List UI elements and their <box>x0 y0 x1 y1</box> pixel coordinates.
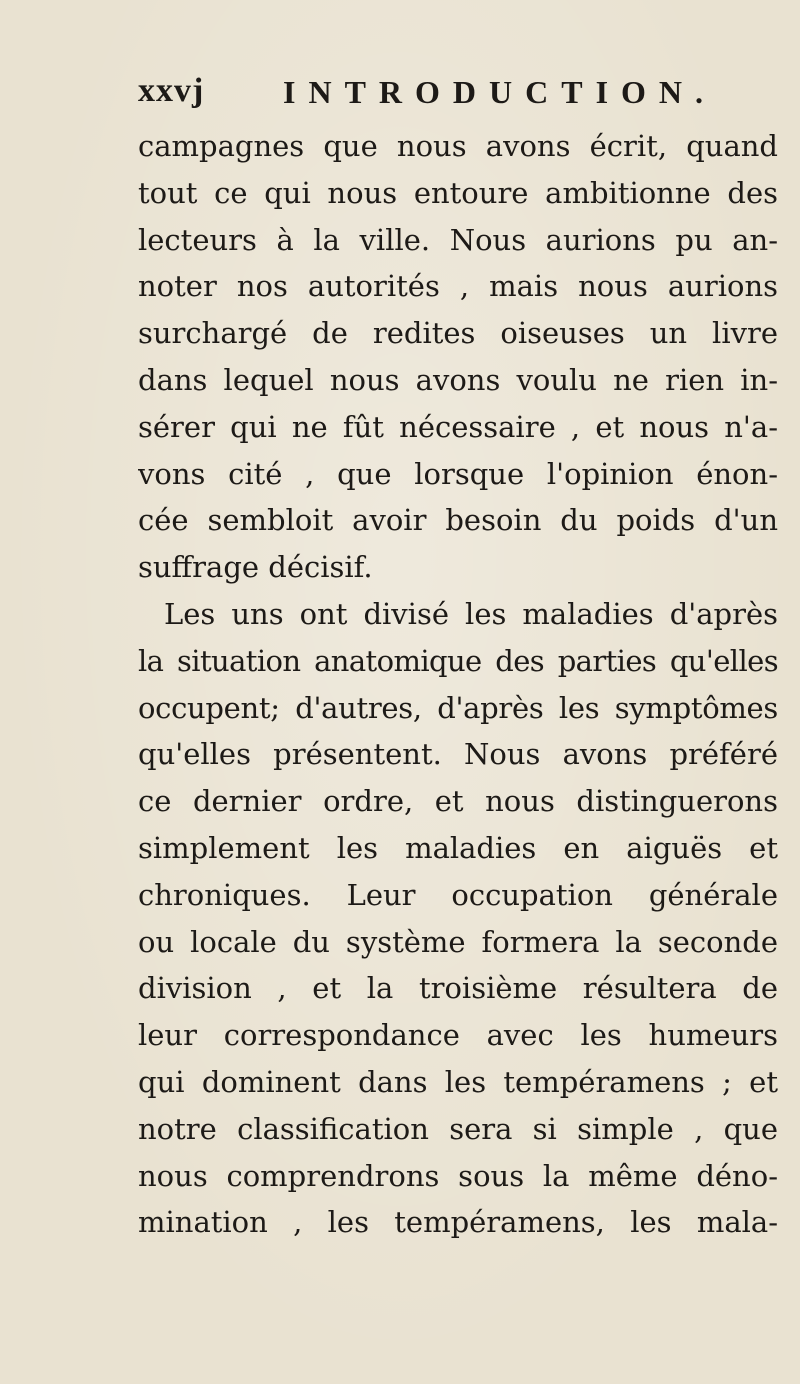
text-line: chroniques. Leur occupation générale <box>138 877 778 912</box>
text-line: sérer qui ne fût nécessaire , et nous n'a- <box>138 409 778 444</box>
text-line: dans lequel nous avons voulu ne rien in- <box>138 362 778 397</box>
text-line: qui dominent dans les tempéramens ; et <box>138 1064 778 1099</box>
text-line: notre classification sera si simple , que <box>138 1111 778 1146</box>
text-line: Les uns ont divisé les maladies d'après <box>164 596 778 631</box>
text-line: simplement les maladies en aiguës et <box>138 830 778 865</box>
text-line: lecteurs à la ville. Nous aurions pu an- <box>138 222 778 257</box>
text-line: surchargé de redites oiseuses un livre <box>138 316 778 351</box>
page-header <box>138 72 778 122</box>
text-line: mination , les tempéramens, les mala- <box>138 1205 778 1240</box>
text-line: tout ce qui nous entoure ambitionne des <box>138 175 778 210</box>
text-line: ou locale du système formera la seconde <box>138 924 778 959</box>
text-line: ce dernier ordre, et nous distinguerons <box>138 784 778 819</box>
page-number: xxvj <box>138 72 205 109</box>
text-line: suffrage décisif. <box>138 550 373 585</box>
text-line: cée sembloit avoir besoin du poids d'un <box>138 503 778 538</box>
text-line: campagnes que nous avons écrit, quand <box>138 129 778 163</box>
text-line: occupent; d'autres, d'après les symptômes <box>138 690 778 725</box>
text-line: nous comprendrons sous la même déno- <box>138 1158 778 1193</box>
text-line: leur correspondance avec les humeurs <box>138 1018 778 1053</box>
body-text <box>138 123 778 1246</box>
text-line: la situation anatomique des parties qu'elles <box>138 643 778 678</box>
text-line: noter nos autorités , mais nous aurions <box>138 269 778 304</box>
text-line: qu'elles présentent. Nous avons préféré <box>138 737 778 772</box>
running-title: INTRODUCTION. <box>283 74 717 110</box>
text-line: vons cité , que lorsque l'opinion énon- <box>138 456 778 491</box>
text-line: division , et la troisième résultera de <box>138 971 778 1006</box>
